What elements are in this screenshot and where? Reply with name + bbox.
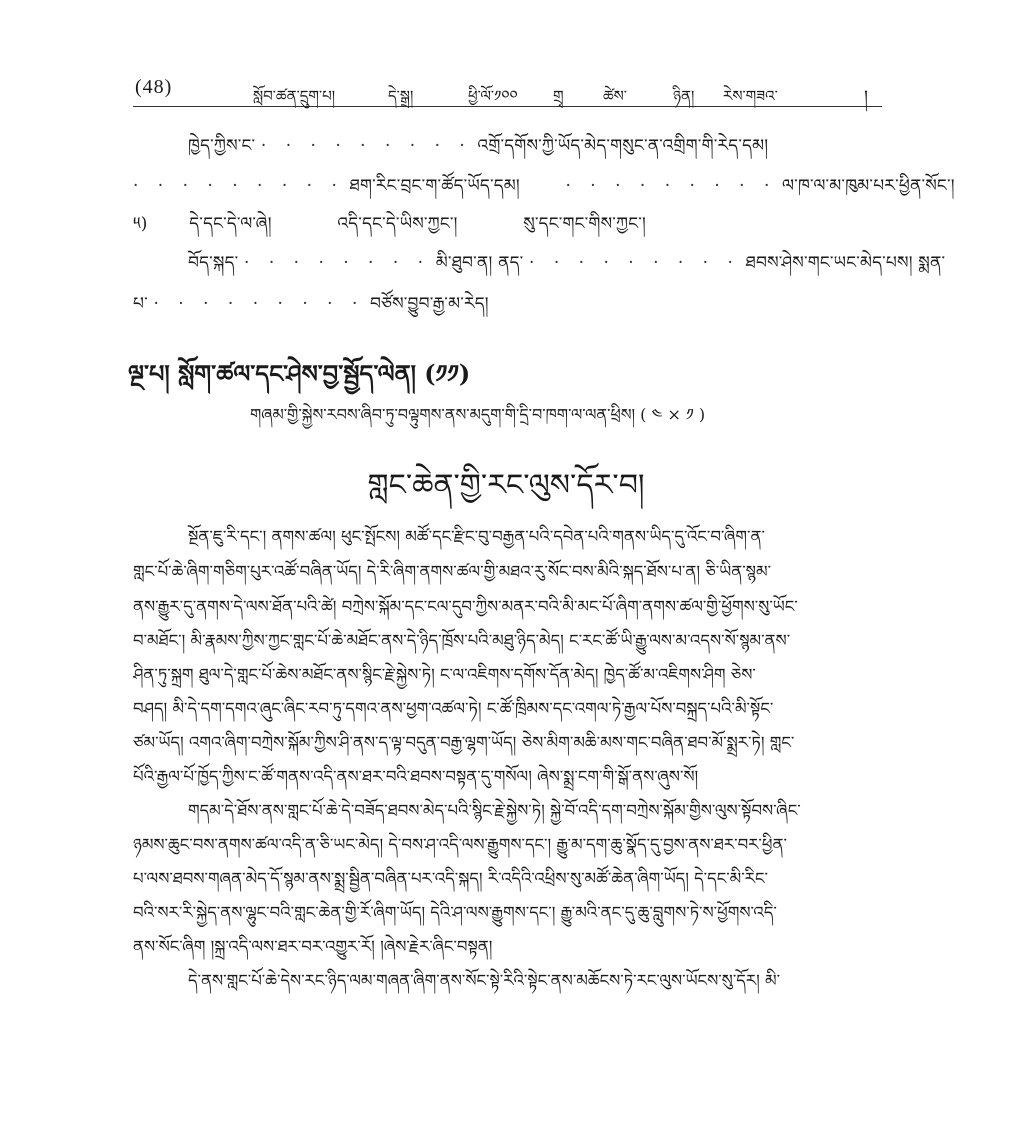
blank-dots: · · · · · · · · ·: [529, 253, 740, 273]
passage-line: གདམ་དེ་ཐོས་ནས་གླང་པོ་ཆེ་དེ་བཟོད་ཐབས་མེད་པའི་སྙིང་རྗེ་སྐྱེས་ཏེ། སྐྱེ་བོ་འདི་དག་བཀྲེས་སྐོམ་གྱིས་ལུས་སྟོབས་ཞིང་: [188, 801, 801, 820]
exercise-line: · · · · · · · · · ཐག་རིང་བྲང་ག་ཚོད་ཡོད་དམ། · · · · · · · · · ལ་ཁ་ལ་མ་ཁུམ་པར་ཕྱིན་སོང་།: [133, 176, 955, 196]
passage-line: བའི་སར་རི་སྐྱེད་ནས་ལྷུང་བའི་གླང་ཆེན་གྱི་རོ་ཞིག་ཡོད། དེའི་ཤ་ལས་རྒྱུགས་དང་། རྒྱུ་མའི་ནང་དུ་ཆུ་བླུགས་ཏེ་ས་ཕྱོགས་འདི་: [133, 903, 777, 922]
section-instruction: གཞམ་གྱི་སྐྱེས་རབས་ཞིབ་ཏུ་བལྟུགས་ནས་མདུག་གི་དྲི་བ་ཁག་ལ་ལན་ཕྲིས། ( ༤ × ༡ ): [250, 405, 706, 424]
passage-line: སྔོན་ཇུ་རི་དང་། ནགས་ཚལ། ཕུང་སྤོངས། མཚོ་དང་རྫིང་བུ་བརྒྱན་པའི་དབེན་པའི་གནས་ཡིད་དུ་འོང་བ་ཞིག་ན་: [188, 527, 765, 546]
blank-dots: · · · · · · · ·: [244, 253, 431, 273]
header-field: ཚེས་: [603, 87, 627, 105]
blank-dots: · · · · · · · · ·: [133, 176, 344, 196]
passage-line: དེ་ནས་གླང་པོ་ཆེ་དེས་རང་ཉིད་ལམ་གཞན་ཞིག་ནས་སོང་སྟེ་རིའི་སྟེང་ནས་མཆོངས་ཏེ་རང་ལུས་ཡོངས་སུ་དོར། མི་: [188, 971, 781, 990]
header-field: གྲྭ: [553, 87, 564, 105]
blank-dots: · · · · · · · · ·: [565, 176, 777, 196]
passage-line: ཙམ་ཡོད། འགའ་ཞིག་བཀྲེས་སྐོམ་ཀྱིས་ཤི་ནས་ད་ལྟ་བདུན་བརྒྱ་ལྷག་ཡོད། ཅེས་མིག་མཆི་མས་གང་བཞིན་ཐབ་མོ་སྨྲར་ཏེ། གླང་: [133, 733, 795, 752]
passage-line: བ་མཐོང་། མི་རྣམས་ཀྱིས་ཀྱང་གླང་པོ་ཆེ་མཐོང་ནས་དེ་ཉིད་ཁྲོས་པའི་མཐུ་ཉིད་མེད། ང་རང་ཚོ་ཡི་རྒྱུ་ལས་མ་འདས་སོ་སྙམ་ནས་: [133, 631, 791, 650]
passage-line: ནས་རྒྱུར་དུ་ནགས་དེ་ལས་ཐོན་པའི་ཚེ། བཀྲེས་སྐོམ་དང་ངལ་དུབ་ཀྱིས་མནར་བའི་མི་མང་པོ་ཞིག་ནགས་ཚལ་གྱི་ཕྱོགས་སུ་ཡོང་: [133, 597, 798, 616]
passage-line: པ་ལས་ཐབས་གཞན་མེད་དོ་སྙམ་ནས་སྨྲ་སྦྱིན་བཞིན་པར་འདི་སྐད། རི་འདིའི་འཕྲིས་སུ་མཚོ་ཆེན་ཞིག་ཡོད། དེ་དང་མི་རིང་: [133, 869, 768, 888]
header-field: རེས་གཟའ་: [723, 87, 778, 105]
passage-title: གླང་ཆེན་གྱི་རང་ལུས་དོར་བ།: [367, 468, 645, 503]
item-number: ༥): [133, 214, 148, 234]
header-field: ཉིན།: [673, 87, 695, 105]
header-shad-mark: །: [864, 87, 868, 108]
section-heading: ལྔ་པ། སློག་ཚལ་དང་ཤེས་བྱ་སྦྱོད་ལེན། (༡༡): [128, 359, 471, 388]
passage-line: བཤད། མི་དེ་དག་དགའ་ཞུང་ཞིང་རབ་ཏུ་དགའ་ནས་ཕྱག་འཚལ་ཏེ། ང་ཚོ་ཁྲིམས་དང་འགལ་ཏེ་རྒྱལ་པོས་བསྐྲད་པའི་མི་སྟོང་: [133, 699, 774, 718]
exercise-line: པ་ · · · · · · · · · བཙོས་བྱུབ་རྒྱ་མ་རེད།: [133, 294, 489, 314]
passage-line: ཉམས་ཆུང་བས་ནགས་ཚལ་འདི་ན་ཅི་ཡང་མེད། དེ་བས་ཤ་འདི་ལས་རྒྱུགས་དང་། རྒྱུ་མ་དག་ཆུ་སྣོད་དུ་བྱས་ནས་ཐར་བར་ཕྱིན་: [133, 835, 787, 854]
exercise-line: བོད་སྐད་ · · · · · · · · མི་ཐུབ་ན། ནད་ · · · · · · · · · ཐབས་ཤེས་གང་ཡང་མེད་པས། སྨན་: [188, 253, 946, 273]
running-header: [133, 74, 882, 107]
exercise-item-5: ༥) དེ་དང་དེ་ལ་ཞེ། འདི་དང་དེ་ཡིས་ཀྱང་། སུ་དང་གང་གིས་ཀྱང་།: [133, 214, 646, 234]
exercise-line: ཁྱེད་ཀྱིས་ང་ · · · · · · · · · འགྲོ་དགོས་ཀྱི་ཡོད་མེད་གསུང་ན་འགྲིག་གི་རེད་དམ།: [188, 136, 769, 156]
passage-line: ནས་སོང་ཞིག །སྐྲ་འདི་ལས་ཐར་བར་འགྱུར་རོ། །ཞེས་རྗེར་ཞིང་བསྟན།: [133, 937, 493, 956]
passage-line: ཤིན་ཏུ་སྐྲག ཐུལ་དེ་གླང་པོ་ཆེས་མཐོང་ནས་སྙིང་རྗེ་སྐྱེས་ཏེ། ང་ལ་འཇིགས་དགོས་དོན་མེད། ཁྱེད་ཚོ་མ་འཇིགས་ཤིག ཅེས་: [133, 665, 756, 684]
header-field: དེ་སྒྲ།: [388, 87, 414, 105]
blank-dots: · · · · · · · · ·: [260, 136, 472, 156]
passage-line: པོའི་རྒྱལ་པོ་ཁྱོད་ཀྱིས་ང་ཚོ་གནས་འདི་ནས་ཐར་བའི་ཐབས་བསྟན་དུ་གསོལ། ཞེས་སྨྲ་ངག་གི་སྒོ་ནས་ཞུས་སོ།: [133, 767, 699, 786]
blank-dots: · · · · · · · · ·: [153, 294, 365, 314]
page-number: (48): [135, 76, 173, 98]
header-field: ཕྱི་ལོ་༡༠༠: [468, 87, 518, 105]
header-book-title: སློབ་ཚན་དྲུག་པ།: [253, 87, 336, 105]
passage-line: གླང་པོ་ཆེ་ཞིག་གཅིག་པུར་འཚོ་བཞིན་ཡོད། དེ་རི་ཞིག་ནགས་ཚལ་གྱི་མཐའ་རུ་སོང་བས་མིའི་སྐད་ཐོས་པ་ན། ཅི་ཡིན་སྙམ་: [133, 562, 772, 581]
